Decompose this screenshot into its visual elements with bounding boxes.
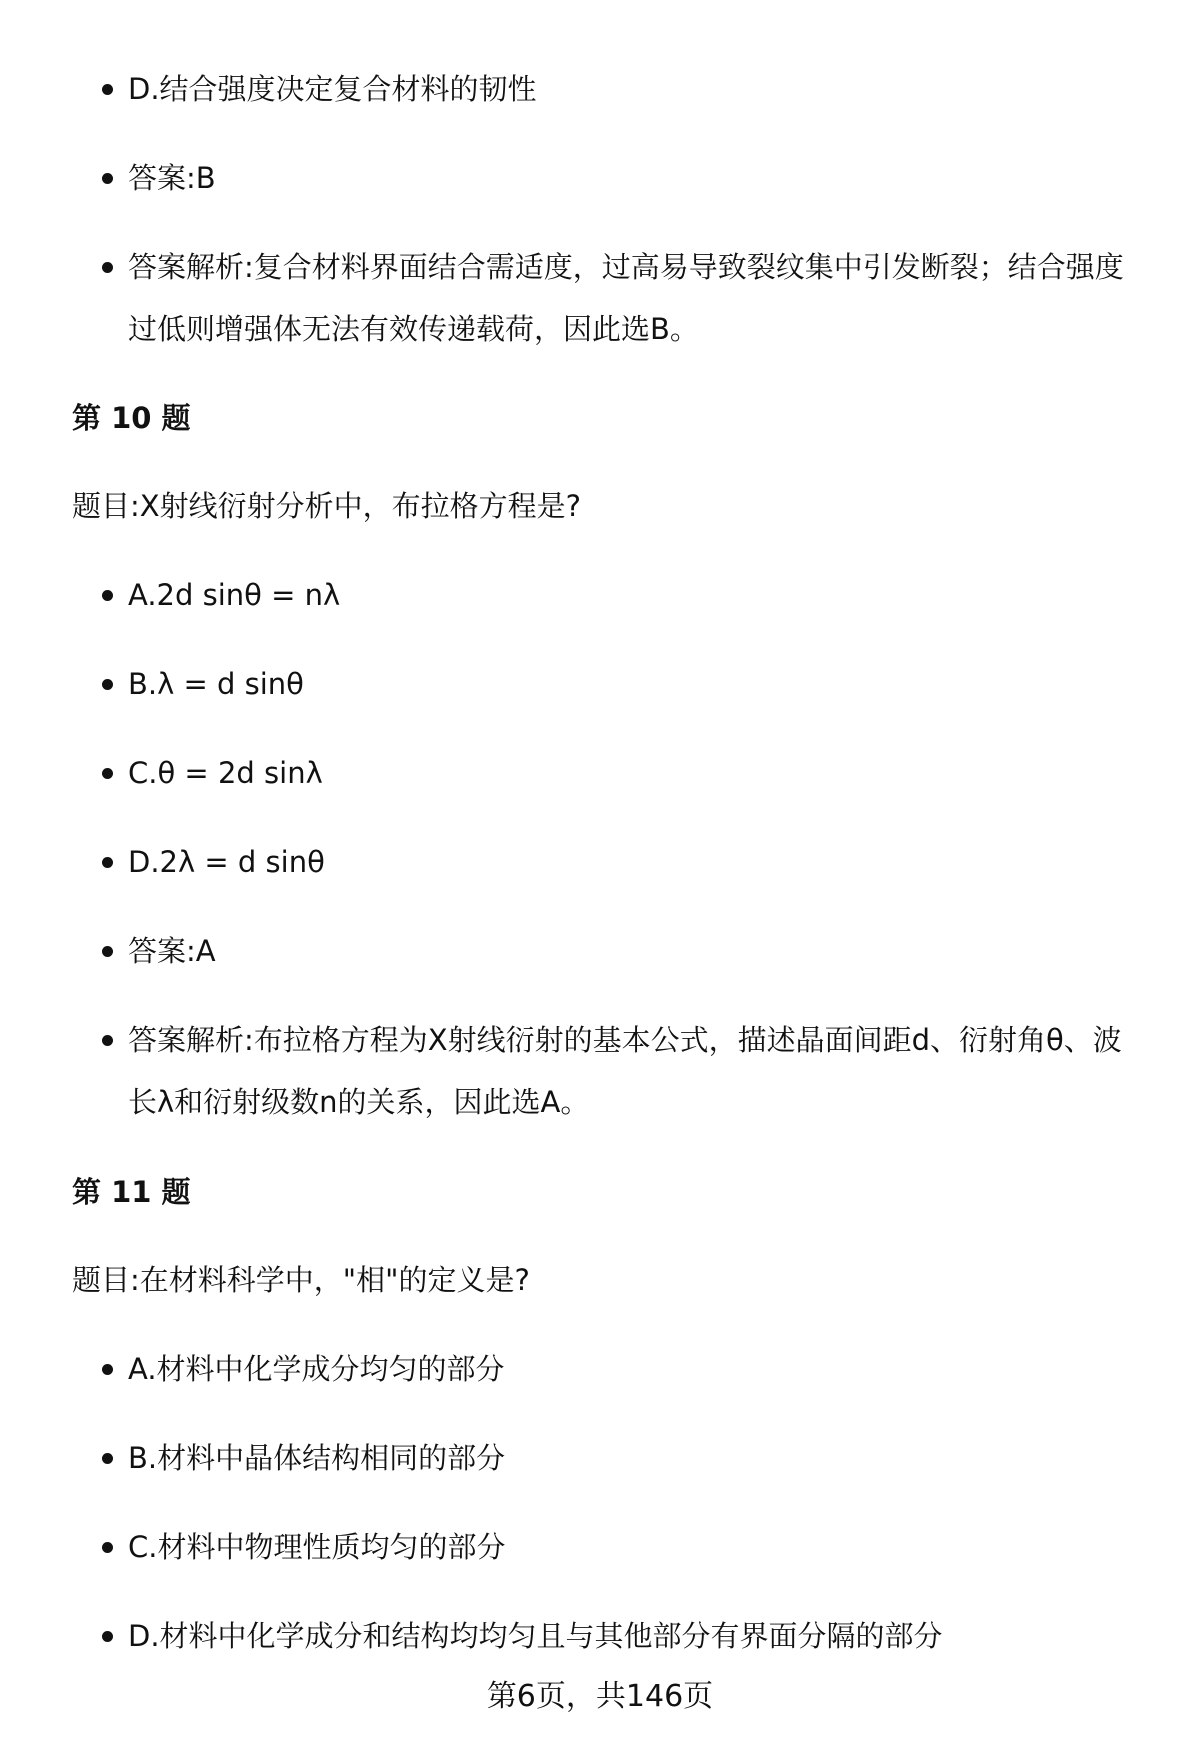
question-11-prompt: 题目:在材料科学中，"相"的定义是? [72, 1263, 530, 1297]
question-10-option-b: B.λ = d sinθ [128, 653, 1148, 715]
question-10-heading: 第 10 题 [72, 401, 191, 435]
question-11-option-c: C.材料中物理性质均匀的部分 [128, 1516, 1148, 1578]
prev-answer: 答案:B [128, 147, 1148, 209]
question-10-option-c: C.θ = 2d sinλ [128, 742, 1148, 804]
question-10-explanation: 答案解析:布拉格方程为X射线衍射的基本公式，描述晶面间距d、衍射角θ、波长λ和衍射级数n的关系，因此选A。 [128, 1009, 1148, 1133]
question-10-option-a: A.2d sinθ = nλ [128, 564, 1148, 626]
question-10-answer: 答案:A [128, 920, 1148, 982]
prev-option-d: D.结合强度决定复合材料的韧性 [128, 58, 1148, 120]
question-11-heading: 第 11 题 [72, 1175, 191, 1209]
question-11-option-d: D.材料中化学成分和结构均均匀且与其他部分有界面分隔的部分 [128, 1605, 1148, 1667]
question-11-option-b: B.材料中晶体结构相同的部分 [128, 1427, 1148, 1489]
prev-explanation: 答案解析:复合材料界面结合需适度，过高易导致裂纹集中引发断裂；结合强度过低则增强体无法有效传递载荷，因此选B。 [128, 236, 1148, 360]
question-10-option-d: D.2λ = d sinθ [128, 831, 1148, 893]
question-10-prompt: 题目:X射线衍射分析中，布拉格方程是? [72, 489, 582, 523]
question-11-option-a: A.材料中化学成分均匀的部分 [128, 1338, 1148, 1400]
page-number-footer: 第6页，共146页 [486, 1679, 714, 1714]
